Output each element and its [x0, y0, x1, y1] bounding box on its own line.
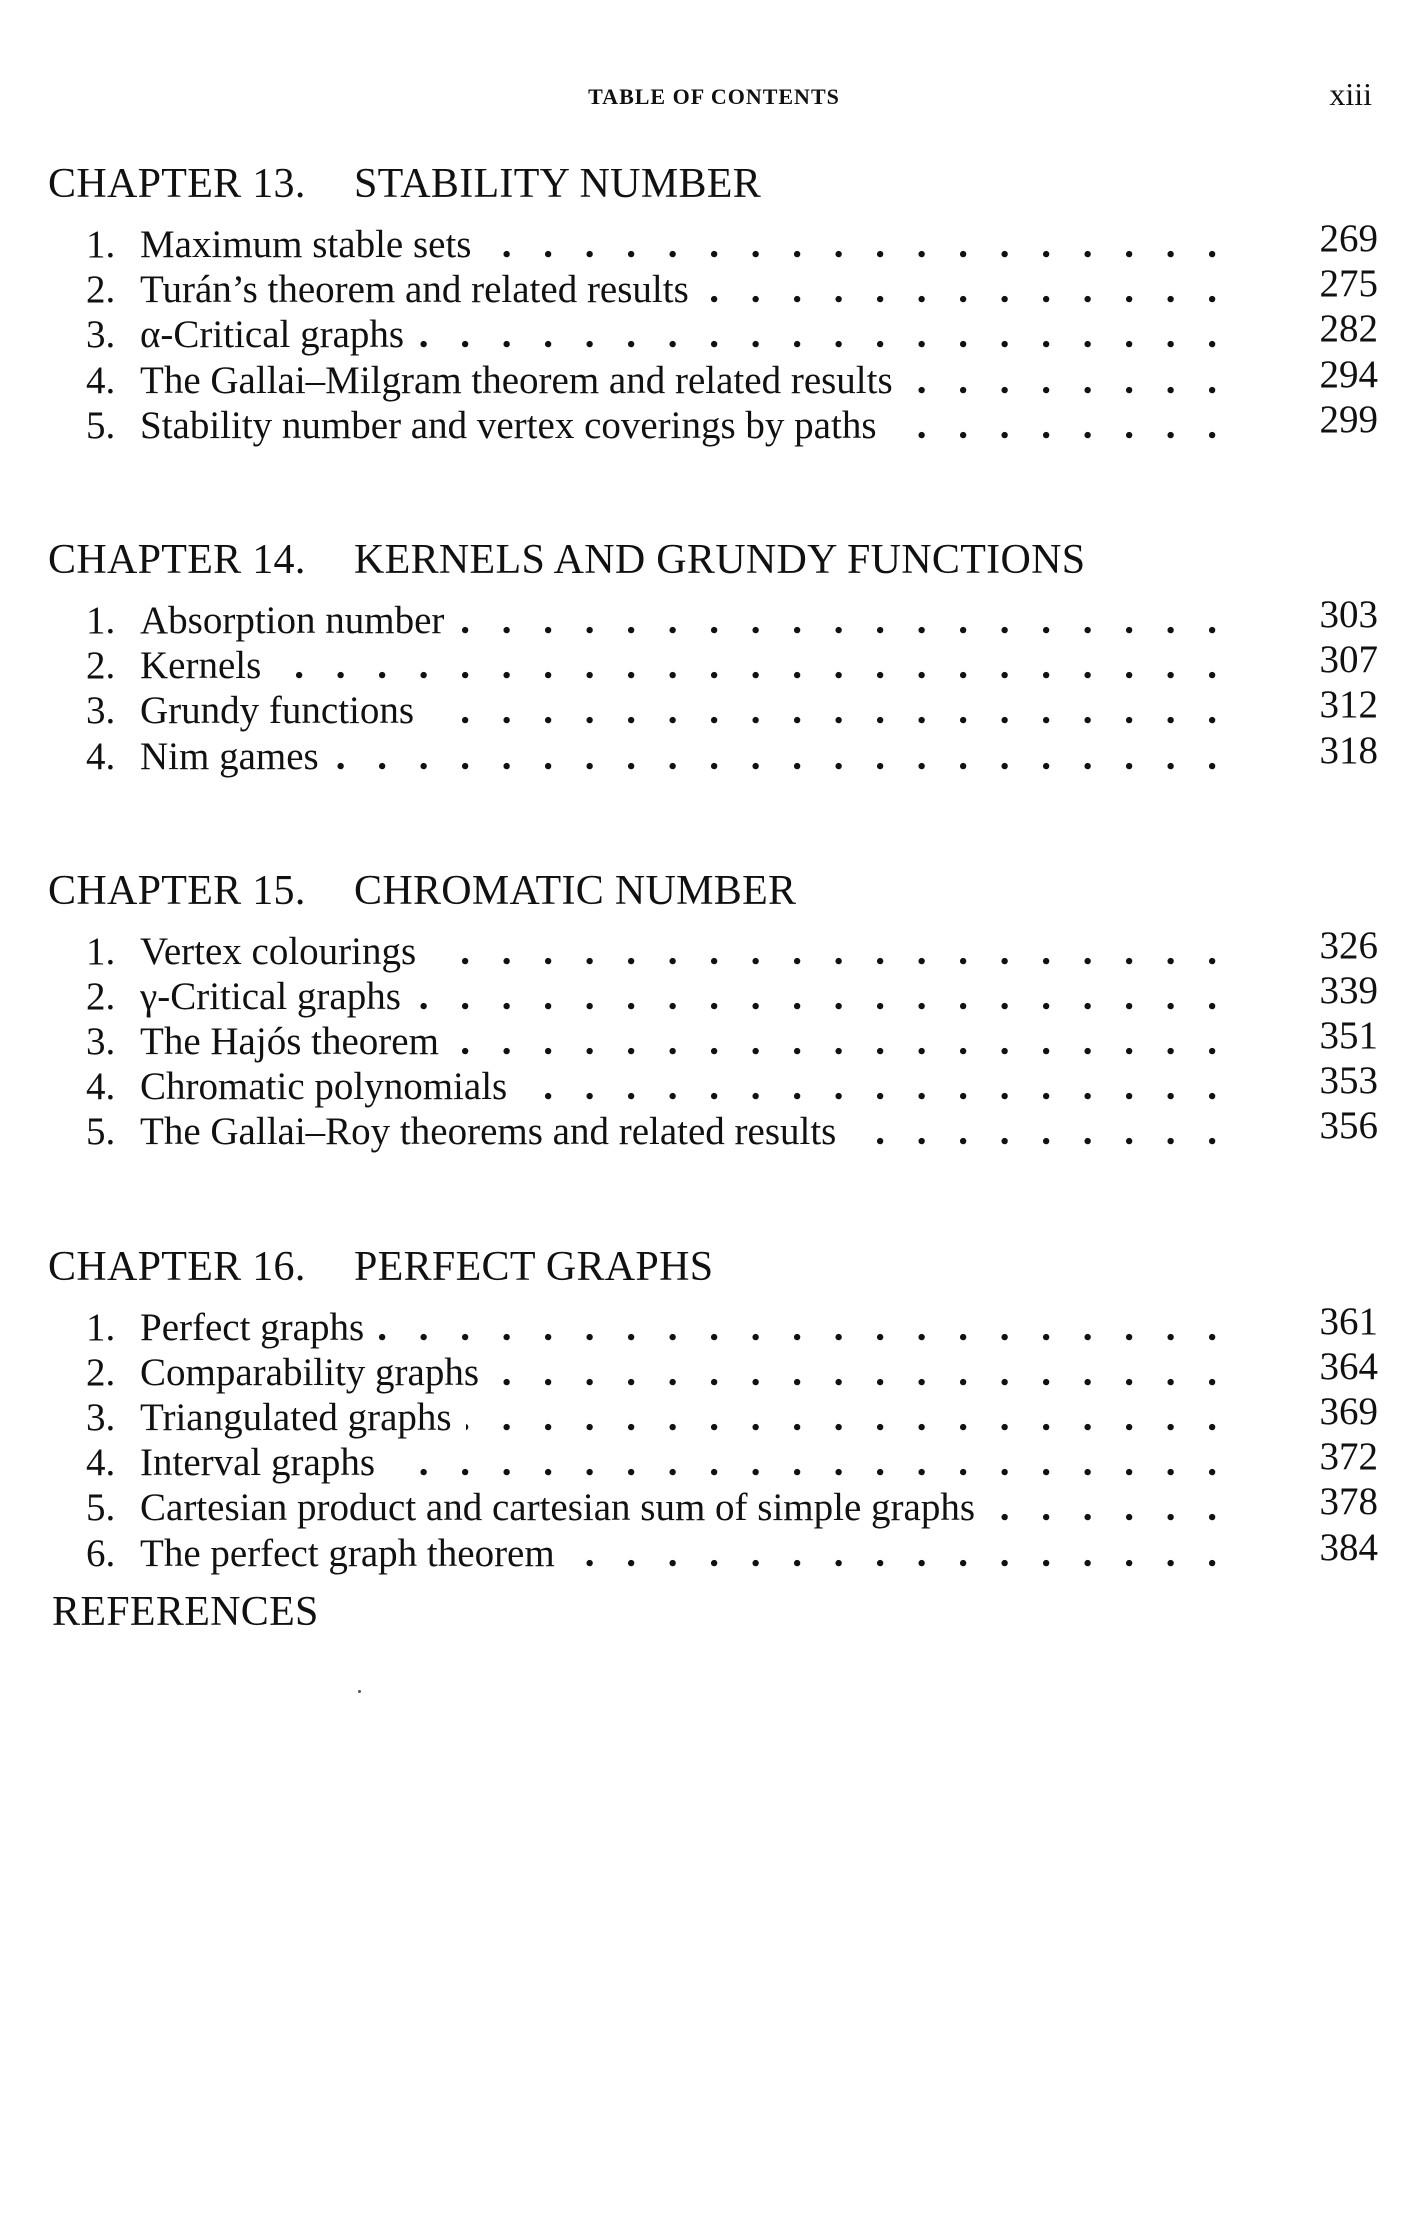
entry-page-number: 275: [1319, 262, 1378, 306]
entry-leader-dots: [140, 222, 1228, 267]
chapter-heading: [48, 158, 1378, 210]
entry-page-number: 294: [1319, 352, 1378, 396]
chapter-number: CHAPTER 15.: [48, 867, 306, 914]
entry-title: Chromatic polynomials: [140, 1065, 521, 1108]
entry-number: 2.: [86, 1350, 116, 1394]
entry-title: Triangulated graphs: [140, 1396, 466, 1439]
toc-entry: [48, 1525, 1378, 1576]
chapter-section: [48, 534, 1378, 779]
chapter-heading: [48, 865, 1378, 917]
entry-leader-dots: [140, 688, 1228, 733]
entry-page-number: 351: [1319, 1014, 1378, 1058]
entry-number: 3.: [86, 1396, 116, 1439]
entry-page-number: 318: [1319, 728, 1378, 772]
entry-page-number: 356: [1319, 1104, 1378, 1148]
entry-number: 1.: [86, 223, 116, 266]
entry-page-number: 353: [1319, 1059, 1378, 1103]
entry-number: 5.: [86, 1486, 116, 1530]
toc-entry: [48, 1104, 1378, 1154]
entry-page-number: 378: [1319, 1480, 1378, 1524]
entry-leader-dots: [140, 974, 1228, 1019]
entry-page-number: 384: [1319, 1525, 1378, 1569]
toc-entry: [48, 1059, 1378, 1109]
running-head-page-number: xiii: [1329, 76, 1372, 112]
entry-leader-dots: [140, 312, 1228, 357]
entry-number: 1.: [86, 598, 116, 642]
entry-title: Comparability graphs: [140, 1351, 493, 1394]
entry-page-number: 307: [1319, 638, 1378, 682]
entry-title: The Gallai–Roy theorems and related results: [140, 1110, 850, 1153]
entry-number: 3.: [86, 313, 116, 357]
toc-entry: [48, 1480, 1378, 1530]
entry-page-number: 269: [1319, 217, 1378, 260]
entry-leader-dots: [140, 267, 1228, 312]
entry-leader-dots: [140, 643, 1228, 688]
entry-title: The Hajós theorem: [140, 1020, 453, 1063]
toc-entry: [48, 397, 1378, 448]
chapter-title: STABILITY NUMBER: [354, 161, 762, 207]
entry-number: 4.: [86, 1441, 116, 1485]
entry-page-number: 303: [1319, 592, 1378, 636]
toc-entry: [48, 728, 1378, 779]
entry-number: 4.: [86, 1065, 116, 1109]
toc-entry: [48, 968, 1378, 1019]
entry-page-number: 372: [1319, 1435, 1378, 1479]
entry-number: 4.: [86, 734, 116, 778]
toc-entry: [48, 262, 1378, 312]
toc-entry: [48, 638, 1378, 688]
toc-entry: [48, 1014, 1378, 1064]
entry-number: 2.: [86, 644, 116, 688]
entry-page-number: 361: [1319, 1299, 1378, 1343]
entry-title: Stability number and vertex coverings by paths: [140, 404, 891, 447]
toc-entry: [48, 217, 1378, 267]
toc-entry: [48, 683, 1378, 733]
entry-page-number: 364: [1319, 1344, 1378, 1388]
entry-leader-dots: [140, 734, 1228, 779]
chapter-number: CHAPTER 13.: [48, 161, 306, 207]
running-head-title: TABLE OF CONTENTS: [588, 84, 840, 109]
entry-page-number: 299: [1319, 397, 1378, 441]
chapter-section: [48, 158, 1378, 448]
entry-title: Cartesian product and cartesian sum of simple graphs: [140, 1486, 989, 1529]
chapter-number: CHAPTER 16.: [48, 1243, 306, 1290]
entry-title: Vertex colourings: [140, 930, 430, 973]
entry-title: Interval graphs: [140, 1441, 389, 1484]
chapter-list: [48, 158, 1378, 1662]
chapter-title: CHROMATIC NUMBER: [354, 867, 797, 914]
print-speck: [358, 1690, 361, 1693]
entry-number: 3.: [86, 689, 116, 733]
entry-title: The Gallai–Milgram theorem and related results: [140, 359, 907, 402]
entry-number: 3.: [86, 1020, 116, 1064]
entry-leader-dots: [140, 1440, 1228, 1485]
chapter-section: [48, 865, 1378, 1155]
entry-title: γ-Critical graphs: [140, 975, 415, 1018]
chapter-section: [48, 1241, 1378, 1576]
entry-number: 5.: [86, 1110, 116, 1154]
entry-title: Perfect graphs: [140, 1306, 378, 1349]
entry-title: Maximum stable sets: [140, 223, 485, 266]
entry-leader-dots: [140, 1305, 1228, 1350]
entry-page-number: 326: [1319, 923, 1378, 967]
chapter-heading: [48, 534, 1378, 586]
toc-entry: [48, 592, 1378, 643]
toc-entry: [48, 1435, 1378, 1485]
entry-number: 2.: [86, 974, 116, 1018]
entry-leader-dots: [140, 1531, 1228, 1576]
entry-leader-dots: [140, 1395, 1228, 1440]
entry-leader-dots: [140, 1064, 1228, 1109]
entry-title: Turán’s theorem and related results: [140, 268, 703, 311]
entry-leader-dots: [140, 598, 1228, 643]
entry-title: Nim games: [140, 735, 333, 778]
entry-title: Grundy functions: [140, 689, 428, 732]
chapter-number: CHAPTER 14.: [48, 536, 306, 583]
entry-title: Absorption number: [140, 599, 458, 642]
entry-leader-dots: [140, 358, 1228, 403]
references-heading: REFERENCES: [52, 1589, 319, 1635]
running-head: [0, 76, 1428, 116]
toc-entry: [48, 923, 1378, 974]
entry-leader-dots: [140, 1485, 1228, 1530]
chapter-title: PERFECT GRAPHS: [354, 1243, 714, 1290]
entry-title: Kernels: [140, 644, 275, 687]
toc-entry: [48, 352, 1378, 403]
entry-leader-dots: [140, 1109, 1228, 1154]
entry-number: 4.: [86, 358, 116, 402]
entry-leader-dots: [140, 1350, 1228, 1395]
entry-leader-dots: [140, 1019, 1228, 1064]
toc-entry: [48, 1344, 1378, 1395]
entry-leader-dots: [140, 929, 1228, 974]
entry-page-number: 312: [1319, 683, 1378, 727]
toc-entry: [48, 307, 1378, 357]
toc-entry: [48, 1299, 1378, 1350]
entry-title: The perfect graph theorem: [140, 1532, 569, 1575]
entry-number: 2.: [86, 268, 116, 312]
entry-number: 1.: [86, 1305, 116, 1349]
entry-page-number: 339: [1319, 968, 1378, 1012]
entry-title: α-Critical graphs: [140, 313, 418, 356]
entry-leader-dots: [140, 403, 1228, 448]
chapter-title: KERNELS AND GRUNDY FUNCTIONS: [354, 536, 1086, 583]
entry-page-number: 369: [1319, 1390, 1378, 1433]
entry-number: 6.: [86, 1531, 116, 1575]
toc-entry: [48, 1390, 1378, 1440]
entry-number: 1.: [86, 929, 116, 973]
entry-page-number: 282: [1319, 307, 1378, 351]
entry-number: 5.: [86, 403, 116, 447]
chapter-heading: [48, 1241, 1378, 1293]
